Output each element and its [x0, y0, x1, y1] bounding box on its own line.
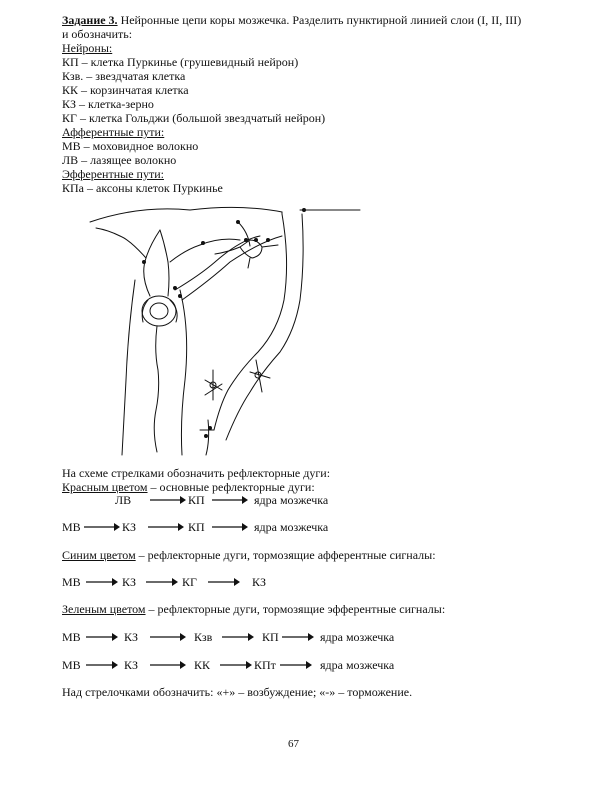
instruction-footer: Над стрелочками обозначить: «+» – возбуждение; «-» – торможение. — [62, 685, 413, 699]
arrow-icon — [86, 574, 118, 587]
arrow-icon — [150, 657, 186, 670]
purkinje-dendrites — [144, 230, 160, 296]
synapse-dot — [204, 434, 208, 438]
chain-node: ядра мозжечка — [254, 493, 329, 507]
arrow-icon — [150, 492, 186, 505]
chain-node: МВ — [62, 630, 81, 644]
chain-node: КП — [262, 630, 279, 644]
synapse-dot — [201, 241, 205, 245]
chain-node: КП — [188, 493, 205, 507]
green-label: Зеленым цветом — [62, 602, 146, 616]
instruction-intro: На схеме стрелками обозначить рефлекторные дуги: — [62, 466, 331, 480]
arrow-icon — [212, 519, 248, 532]
legend-item: КП – клетка Пуркинье (грушевидный нейрон) — [62, 55, 299, 69]
chain-node: КЗ — [124, 658, 139, 672]
chain-node: КПт — [254, 658, 276, 672]
stellate-cell — [205, 370, 222, 400]
arrow-icon — [282, 629, 314, 642]
legend-item: КПа – аксоны клеток Пуркинье — [62, 181, 223, 195]
arrow-icon — [150, 629, 186, 642]
efferent-header: Эфферентные пути: — [62, 167, 164, 181]
arrow-icon — [86, 629, 118, 642]
chain-node: ЛВ — [115, 493, 132, 507]
task-label: Задание 3. — [62, 13, 118, 27]
chain-node: ядра мозжечка — [254, 520, 329, 534]
cortex-surface-line — [90, 207, 282, 222]
synapse-dot — [173, 286, 177, 290]
instruction-green — [62, 602, 445, 616]
synapse-dot — [254, 238, 258, 242]
synapse-dot — [208, 426, 212, 430]
arrow-icon — [280, 657, 312, 670]
red-text: – основные рефлекторные дуги: — [147, 480, 315, 494]
blue-label: Синим цветом — [62, 548, 136, 562]
arrow-icon — [148, 519, 184, 532]
arrow-icon — [212, 492, 248, 505]
red-label: Красным цветом — [62, 480, 148, 494]
chain-node: МВ — [62, 520, 81, 534]
legend-item: КК – корзинчатая клетка — [62, 83, 189, 97]
parallel-fiber — [175, 236, 260, 290]
instruction-blue — [62, 548, 436, 562]
legend-item: КГ – клетка Гольджи (большой звездчатый нейрон) — [62, 111, 326, 125]
neurons-header: Нейроны: — [62, 41, 113, 55]
chain-node: ядра мозжечка — [320, 658, 395, 672]
legend-item: МВ – моховидное волокно — [62, 139, 199, 153]
chain-node: Кзв — [194, 630, 213, 644]
task-text: Нейронные цепи коры мозжечка. Разделить пунктирной линией слои (I, II, III) — [117, 13, 522, 27]
page-number: 67 — [288, 738, 299, 750]
chain-node: КП — [188, 520, 205, 534]
chain-node: КК — [194, 658, 211, 672]
arrow-icon — [220, 657, 252, 670]
legend-item: ЛВ – лазящее волокно — [62, 153, 177, 167]
arrow-icon — [146, 574, 178, 587]
chain-node: КЗ — [252, 575, 267, 589]
chain-node: МВ — [62, 575, 81, 589]
arrow-icon — [86, 657, 118, 670]
chain-node: КЗ — [122, 575, 137, 589]
synapse-dot — [142, 260, 146, 264]
arrow-icon — [84, 519, 120, 532]
blue-text: – рефлекторные дуги, тормозящие афферентные сигналы: — [135, 548, 436, 562]
afferent-header: Афферентные пути: — [62, 125, 165, 139]
green-text: – рефлекторные дуги, тормозящие эфферентные сигналы: — [145, 602, 446, 616]
synapse-dot — [266, 238, 270, 242]
chain-node: ядра мозжечка — [320, 630, 395, 644]
synapse-dot — [302, 208, 306, 212]
synapse-dot — [178, 294, 182, 298]
legend-item: КЗ – клетка-зерно — [62, 97, 154, 111]
synapse-dot — [236, 220, 240, 224]
chain-node: КЗ — [122, 520, 137, 534]
chain-node: КГ — [182, 575, 197, 589]
task-text-continued: и обозначить: — [62, 27, 133, 41]
purkinje-axon — [154, 326, 158, 452]
white-matter-column — [122, 280, 135, 455]
arrow-icon — [222, 629, 254, 642]
legend-item: Кзв. – звездчатая клетка — [62, 69, 186, 83]
arrow-icon — [208, 574, 240, 587]
cortex-surface-line — [282, 210, 360, 214]
synapse-dot — [244, 238, 248, 242]
chain-node: КЗ — [124, 630, 139, 644]
chain-node: МВ — [62, 658, 81, 672]
